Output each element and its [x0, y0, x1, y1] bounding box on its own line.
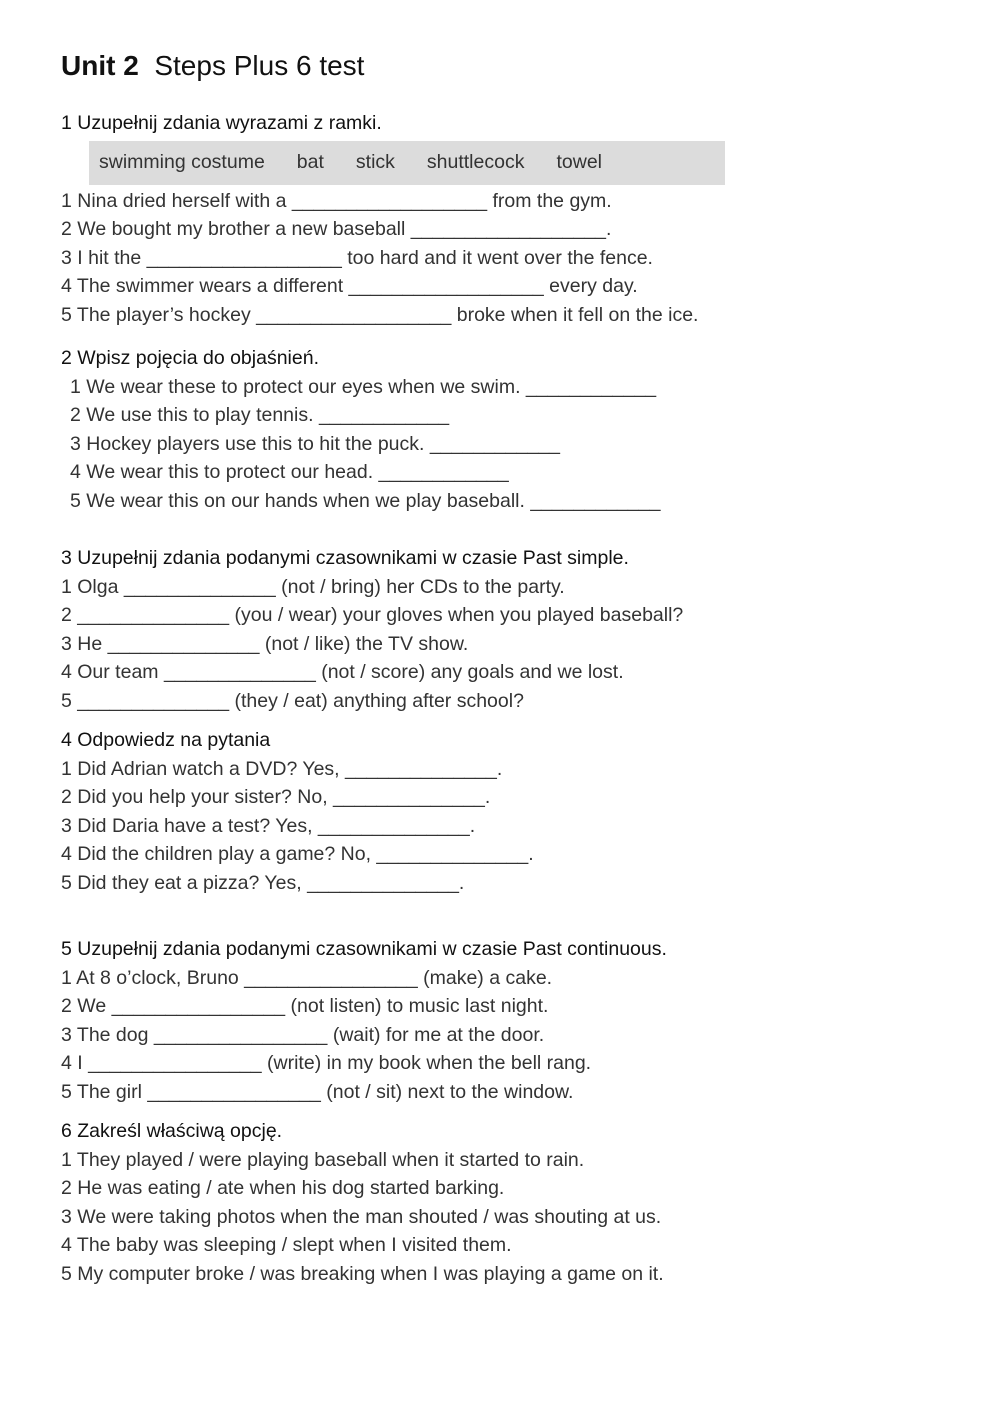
exercise-item[interactable]: 4 Did the children play a game? No, ______________. — [61, 843, 534, 865]
exercise-item[interactable]: 5 My computer broke / was breaking when I was playing a game on it. — [61, 1262, 664, 1285]
exercise-item[interactable]: 4 The baby was sleeping / slept when I visited them. — [61, 1234, 512, 1256]
exercise-item[interactable]: 1 Nina dried herself with a __________________ from the gym. — [61, 189, 612, 212]
section-heading: 5 Uzupełnij zdania podanymi czasownikami w czasie Past continuous. — [61, 938, 667, 960]
exercise-item[interactable]: 1 We wear these to protect our eyes when we swim. ____________ — [70, 375, 657, 398]
section-heading: 3 Uzupełnij zdania podanymi czasownikami w czasie Past simple. — [61, 547, 629, 569]
exercise-item[interactable]: 3 We were taking photos when the man shouted / was shouting at us. — [61, 1205, 662, 1228]
exercise-item[interactable]: 2 He was eating / ate when his dog started barking. — [61, 1177, 505, 1199]
section-3 — [61, 544, 683, 715]
exercise-item[interactable]: 5 The girl ________________ (not / sit) next to the window. — [61, 1080, 574, 1103]
exercise-item[interactable]: 2 We bought my brother a new baseball __________________. — [61, 218, 612, 240]
exercise-item[interactable]: 5 We wear this on our hands when we play baseball. ____________ — [70, 489, 661, 512]
exercise-item[interactable]: 4 I ________________ (write) in my book when the bell rang. — [61, 1052, 592, 1074]
exercise-item[interactable]: 5 Did they eat a pizza? Yes, ______________. — [61, 871, 465, 894]
section-heading: 2 Wpisz pojęcia do objaśnień. — [61, 347, 319, 369]
section-4 — [61, 726, 534, 897]
exercise-item[interactable]: 4 We wear this to protect our head. ____________ — [70, 461, 509, 483]
exercise-item[interactable]: 2 ______________ (you / wear) your gloves when you played baseball? — [61, 604, 684, 626]
exercise-item[interactable]: 1 Did Adrian watch a DVD? Yes, ______________. — [61, 757, 503, 780]
word-box-item: stick — [355, 151, 395, 173]
word-box-item: bat — [296, 151, 324, 173]
exercise-item[interactable]: 1 They played / were playing baseball when it started to rain. — [61, 1148, 585, 1171]
exercise-item[interactable]: 2 We use this to play tennis. ____________ — [70, 404, 450, 426]
word-box-item: towel — [556, 151, 602, 173]
exercise-item[interactable]: 3 Hockey players use this to hit the puck. ____________ — [70, 432, 560, 455]
exercise-item[interactable]: 4 The swimmer wears a different __________________ every day. — [61, 275, 638, 297]
exercise-item[interactable]: 1 Olga ______________ (not / bring) her CDs to the party. — [61, 575, 565, 598]
word-box — [89, 141, 725, 185]
section-5 — [61, 935, 667, 1106]
section-6 — [61, 1117, 664, 1288]
section-heading: 6 Zakreśl właściwą opcję. — [61, 1120, 283, 1142]
word-box-item: swimming costume — [99, 151, 265, 173]
section-1 — [61, 109, 725, 329]
exercise-item[interactable]: 5 The player’s hockey __________________ broke when it fell on the ice. — [61, 303, 699, 326]
exercise-item[interactable]: 3 I hit the __________________ too hard and it went over the fence. — [61, 246, 653, 269]
exercise-item[interactable]: 2 Did you help your sister? No, ______________. — [61, 786, 491, 808]
test-name: Steps Plus 6 test — [154, 50, 365, 81]
exercise-item[interactable]: 3 Did Daria have a test? Yes, ______________. — [61, 814, 476, 837]
exercise-item[interactable]: 2 We ________________ (not listen) to music last night. — [61, 995, 549, 1017]
exercise-item[interactable]: 5 ______________ (they / eat) anything after school? — [61, 689, 524, 712]
exercise-item[interactable]: 4 Our team ______________ (not / score) any goals and we lost. — [61, 661, 624, 683]
exercise-item[interactable]: 3 The dog ________________ (wait) for me at the door. — [61, 1023, 545, 1046]
section-2 — [61, 344, 660, 515]
unit-label: Unit 2 — [61, 50, 139, 81]
exercise-item[interactable]: 1 At 8 o’clock, Bruno ________________ (make) a cake. — [61, 966, 553, 989]
section-heading: 4 Odpowiedz na pytania — [61, 729, 271, 751]
exercise-item[interactable]: 3 He ______________ (not / like) the TV show. — [61, 632, 469, 655]
word-box-item: shuttlecock — [426, 151, 525, 173]
page-title — [61, 50, 364, 82]
section-heading: 1 Uzupełnij zdania wyrazami z ramki. — [61, 112, 382, 134]
